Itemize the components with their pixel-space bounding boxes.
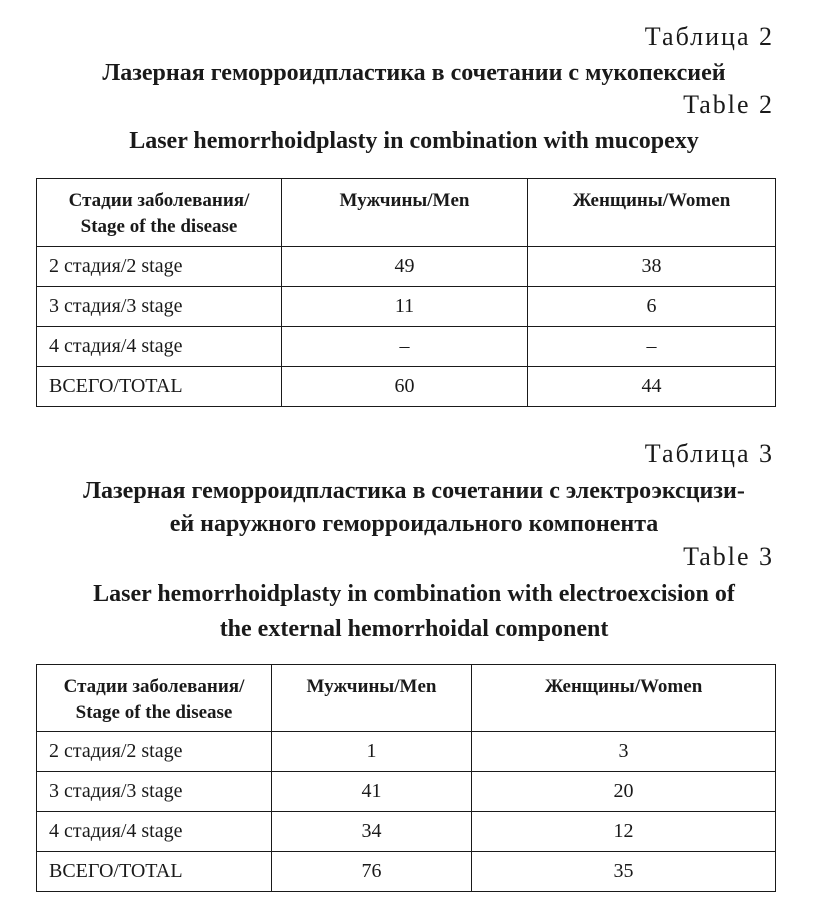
cell-men: 1 — [272, 732, 472, 772]
cell-stage: 2 стадия/2 stage — [37, 247, 282, 287]
cell-stage: 3 стадия/3 stage — [37, 772, 272, 812]
table2-title-ru: Лазерная геморроидпластика в сочетании с мукопексией — [102, 60, 726, 86]
table2 — [36, 178, 776, 407]
cell-women: 44 — [528, 367, 776, 407]
table3-title-ru-line1: Лазерная геморроидпластика в сочетании с электроэксцизи- — [83, 478, 745, 504]
table3-label-ru: Таблица 3 — [644, 439, 774, 468]
cell-stage: 3 стадия/3 stage — [37, 287, 282, 327]
table-row — [37, 287, 776, 327]
table3-title-en-line1: Laser hemorrhoidplasty in combination with electroexcision of — [93, 581, 735, 607]
table2-label-en: Table 2 — [683, 90, 774, 119]
header-stage: Стадии заболевания/ Stage of the disease — [37, 665, 272, 732]
cell-men: 60 — [282, 367, 528, 407]
table-row — [37, 247, 776, 287]
table-row — [37, 327, 776, 367]
cell-stage: 4 стадия/4 stage — [37, 327, 282, 367]
cell-women: 12 — [472, 812, 776, 852]
cell-stage: ВСЕГО/TOTAL — [37, 852, 272, 892]
table-row — [37, 772, 776, 812]
cell-men: 34 — [272, 812, 472, 852]
table3-label-en: Table 3 — [683, 542, 774, 571]
table-row-total — [37, 852, 776, 892]
header-women: Женщины/Women — [528, 179, 776, 247]
table2-title-en: Laser hemorrhoidplasty in combination with mucopexy — [129, 128, 699, 154]
table-row — [37, 732, 776, 772]
cell-women: 3 — [472, 732, 776, 772]
cell-women: 6 — [528, 287, 776, 327]
cell-women: – — [528, 327, 776, 367]
cell-men: 41 — [272, 772, 472, 812]
cell-men: 49 — [282, 247, 528, 287]
table-row-total — [37, 367, 776, 407]
table3 — [36, 664, 776, 892]
cell-women: 20 — [472, 772, 776, 812]
cell-stage: 2 стадия/2 stage — [37, 732, 272, 772]
cell-women: 38 — [528, 247, 776, 287]
header-men: Мужчины/Men — [282, 179, 528, 247]
cell-stage: 4 стадия/4 stage — [37, 812, 272, 852]
table3-title-en-line2: the external hemorrhoidal component — [219, 616, 609, 642]
cell-men: 76 — [272, 852, 472, 892]
table-header-row — [37, 179, 776, 247]
header-stage: Стадии заболевания/ Stage of the disease — [37, 179, 282, 247]
cell-women: 35 — [472, 852, 776, 892]
cell-men: – — [282, 327, 528, 367]
table-header-row — [37, 665, 776, 732]
table2-label-ru: Таблица 2 — [644, 22, 774, 51]
cell-men: 11 — [282, 287, 528, 327]
header-men: Мужчины/Men — [272, 665, 472, 732]
header-women: Женщины/Women — [472, 665, 776, 732]
cell-stage: ВСЕГО/TOTAL — [37, 367, 282, 407]
table-row — [37, 812, 776, 852]
table3-title-ru-line2: ей наружного геморроидального компонента — [169, 511, 659, 537]
